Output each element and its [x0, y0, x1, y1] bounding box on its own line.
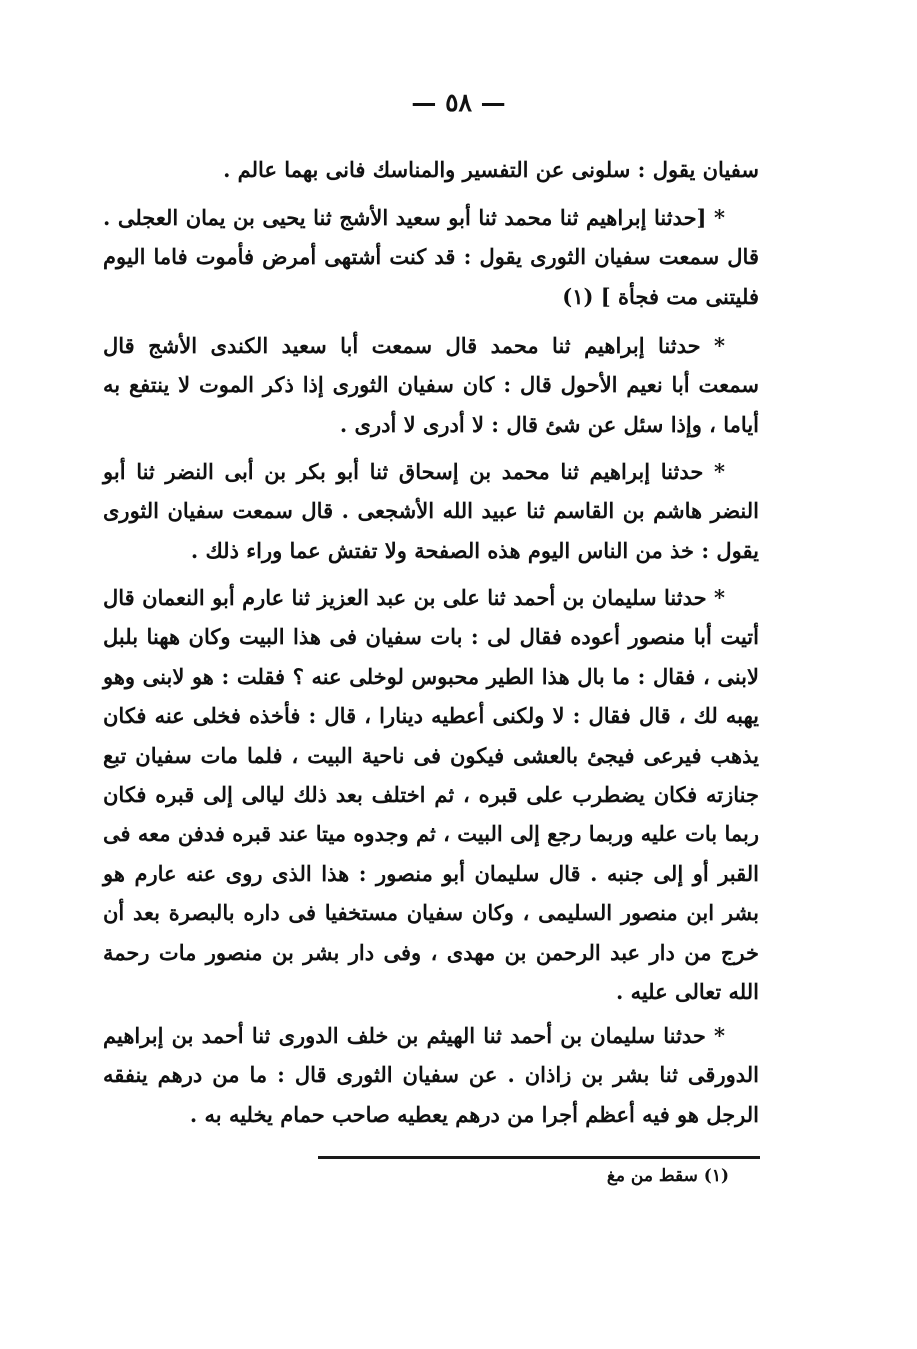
paragraph-body: حدثنا إبراهيم ثنا محمد بن إسحاق ثنا أبو بكر بن أبى النضر ثنا أبو النضر هاشم بن القاسم ثنا عبيد الله الأشجعى . قال سمعت سفيان الثورى يقول : خذ من الناس اليوم هذه الصفحة ولا تفتش عما وراء ذلك . [103, 459, 759, 563]
hadith-marker: * [714, 1023, 725, 1048]
paragraph-1 [103, 198, 759, 316]
hadith-marker: * [714, 585, 725, 610]
paragraph-body: سفيان يقول : سلونى عن التفسير والمناسك فانى بهما عالم . [223, 157, 759, 182]
paragraph-body: حدثنا سليمان بن أحمد ثنا على بن عبد العزيز ثنا عارم أبو النعمان قال أتيت أبا منصور أعوده فقال لى : بات سفيان فى هذا البيت وكان ههنا بلبل لابنى ، فقال : ما بال هذا الطير محبوس لوخلى عنه ؟ فقلت : هو لابنى وهو يهبه لك ، قال فقال : لا ولكنى أعطيه دينارا ، قال : فأخذه فخلى عنه فكان يذهب فيرعى فيجئ بالعشى فيكون فى ناحية البيت ، فلما مات سفيان تبع جنازته فكان يضطرب على قبره ، ثم اختلف بعد ذلك ليالى إلى قبره فكان ربما بات عليه وربما رجع إلى البيت ، ثم وجدوه ميتا عند قبره فدفن معه فى القبر أو إلى جنبه . قال سليمان أبو منصور : هذا الذى روى عنه عارم هو بشر ابن منصور السليمى ، وكان سفيان مستخفيا فى داره بالبصرة بعد أن خرج من دار عبد الرحمن بن مهدى ، وفى دار بشر بن منصور مات رحمة الله تعالى عليه . [103, 585, 759, 1005]
paragraph-text [103, 198, 759, 316]
paragraph-text [103, 1016, 759, 1134]
paragraph-body: [حدثنا إبراهيم ثنا محمد ثنا أبو سعيد الأشج ثنا يحيى بن يمان العجلى . قال سمعت سفيان الثورى يقول : قد كنت أشتهى أمرض فأموت فاما اليوم فليتنى مت فجأة ] (١) [103, 205, 759, 309]
footnote-divider [318, 1156, 760, 1159]
hadith-marker: * [714, 333, 725, 358]
paragraph-text [103, 326, 759, 444]
paragraph-body: حدثنا سليمان بن أحمد ثنا الهيثم بن خلف الدورى ثنا أحمد بن إبراهيم الدورقى ثنا بشر بن زاذان . عن سفيان الثورى قال : ما من درهم ينفقه الرجل هو فيه أعظم أجرا من درهم يعطيه صاحب حمام يخليه به . [103, 1023, 759, 1127]
paragraph-0 [103, 150, 759, 189]
paragraph-4 [103, 578, 759, 1011]
paragraph-2 [103, 326, 759, 444]
paragraph-5 [103, 1016, 759, 1134]
footnote: (١) سقط من مغ [606, 1166, 729, 1186]
paragraph-text [103, 578, 759, 1011]
paragraph-text [103, 452, 759, 570]
hadith-marker: * [714, 205, 725, 230]
hadith-marker: * [714, 459, 725, 484]
paragraph-3 [103, 452, 759, 570]
paragraph-text [103, 150, 759, 189]
paragraph-body: حدثنا إبراهيم ثنا محمد قال سمعت أبا سعيد الكندى الأشج قال سمعت أبا نعيم الأحول قال : كان سفيان الثورى إذا ذكر الموت لا ينتفع به أياما ، وإذا سئل عن شئ قال : لا أدرى لا أدرى . [103, 333, 759, 437]
page-number: — ٥٨ — [411, 88, 506, 117]
